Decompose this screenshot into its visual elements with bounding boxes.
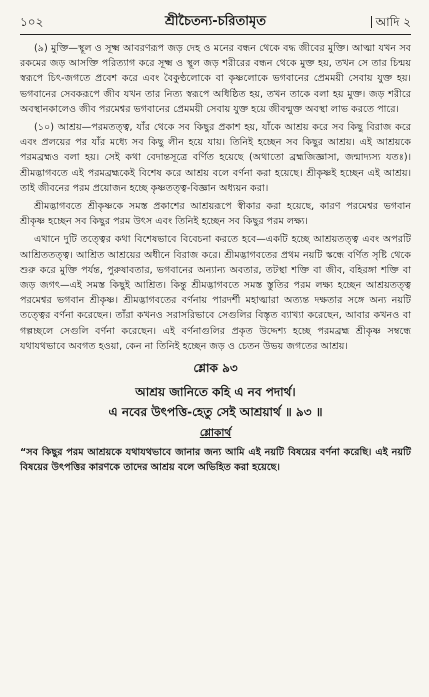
paragraph-mukti: (৯) মুক্তি—স্থূল ও সূক্ষ্ম আবরণরূপ জড় দেহ ও মনের বন্ধন থেকে বদ্ধ জীবের মুক্তি। আত্মা যখন সব রকমের জড় আসক্তি পরিত্যাগ করে সূক্ষ্ম ও স্থূল জড় শরীরের বন্ধন থেকে মুক্ত হয়, তখন সে তার চিন্ময় স্বরূপে চিৎ-জগতে প্রবেশ করে এবং বৈকুণ্ঠলোকে বা কৃষ্ণলোকে ভগবানের প্রেমময়ী সেবায় যুক্ত হয়। ভগবানের সেবকরূপে জীব যখন তার নিত্য স্বরূপে অধিষ্ঠিত হয়, তখন তাকে বলা হয় মুক্ত। জড় শরীরে অবস্থানকালেও জীব পরমেশ্বর ভগবানের প্রেমময়ী সেবায় যুক্ত হয়ে জীবন্মুক্ত অবস্থা লাভ করতে পারে। [20,43,411,115]
paragraph-ashraya: (১০) আশ্রয়—পরমতত্ত্ব, যাঁর থেকে সব কিছুর প্রকাশ হয়, যাঁকে আশ্রয় করে সব কিছু বিরাজ করে এবং প্রলয়ের পর যাঁর মধ্যে সব কিছু লীন হয়ে যায়। তিনিই হচ্ছেন সব কিছুর আশ্রয়। এই আশ্রয়কে পরমব্রহ্মও বলা হয়। সেই কথা বেদান্তসূত্রে বর্ণিত হয়েছে (অথাতো ব্রহ্মজিজ্ঞাসা, জন্মাদ্যস্য যতঃ)। শ্রীমদ্ভাগবতে এই পরমব্রহ্মকেই বিশেষ করে আশ্রয় বলে বর্ণনা করা হয়েছে। শ্রীকৃষ্ণই হচ্ছেন এই আশ্রয়। তাই জীবনের পরম প্রয়োজন হচ্ছে কৃষ্ণতত্ত্ব-বিজ্ঞান অধ্যয়ন করা। [20,122,411,194]
running-title: শ্রীচৈতন্য-চরিতামৃত [164,14,267,29]
translation-text: “সব কিছুর পরম আশ্রয়কে যথাযথভাবে জানার জন্য আমি এই নয়টি বিষয়ের বর্ণনা করেছি। এই নয়টি বিষয়ের উৎপত্তির কারণকে তাদের আশ্রয় বলে অভিহিত করা হয়েছে। [20,447,411,474]
paragraph-bhagavatam: শ্রীমদ্ভাগবতে শ্রীকৃষ্ণকে সমস্ত প্রকাশের আশ্রয়রূপে স্বীকার করা হয়েছে, কারণ পরমেশ্বর ভগবান শ্রীকৃষ্ণ হচ্ছেন সব কিছুর পরম উৎস এবং তিনিই হচ্ছেন সব কিছুর পরম লক্ষ্য। [20,201,411,228]
page-number: ১০২ [20,15,44,29]
verse-heading: শ্লোক ৯৩ [193,361,238,376]
page-header [20,12,411,32]
header-rule [20,34,411,35]
translation-heading: শ্লোকার্থ [199,427,232,440]
bracket-mark [371,16,372,28]
verse-line-2: এ নবের উৎপত্তি-হেতু সেই আশ্রয়ার্থ ॥ ৯৩ ॥ [108,405,323,420]
verse-line-1: আশ্রয় জানিতে কহি এ নব পদার্থ। [135,385,296,400]
section-text: আদি ২ [375,15,411,29]
paragraph-tattva: এখানে দুটি তত্ত্বের কথা বিশেষভাবে বিবেচনা করতে হবে—একটি হচ্ছে আশ্রয়তত্ত্ব এবং অপরটি আশ্রিততত্ত্ব। আশ্রিত আশ্রয়ের অধীনে বিরাজ করে। শ্রীমদ্ভাগবতের প্রথম নয়টি স্কন্ধে বর্ণিত সৃষ্টি থেকে শুরু করে মুক্তি পর্যন্ত, পুরুষাবতার, ভগবানের অন্যান্য অবতার, তটস্থা শক্তি বা জীব, বহিরঙ্গা শক্তি বা জড় জগৎ—এই সমস্ত কিছুই আশ্রিত। কিন্তু শ্রীমদ্ভাগবতে সমস্ত স্তুতির পরম লক্ষ্য হচ্ছেন আশ্রয়তত্ত্ব পরমেশ্বর ভগবান শ্রীকৃষ্ণ। শ্রীমদ্ভাগবতের বর্ণনায় পারদর্শী মহাত্মারা অত্যন্ত দক্ষতার সঙ্গে অন্য নয়টি তত্ত্বের বর্ণনা করেছেন। তাঁরা কখনও সরাসরিভাবে সেগুলির বিস্তৃত ব্যাখ্যা করেছেন, আবার কখনও বা গল্পচ্ছলে সেগুলি বর্ণনা করেছেন। এই বর্ণনাগুলির প্রকৃত উদ্দেশ্য হচ্ছে পরমব্রহ্ম শ্রীকৃষ্ণ সম্বন্ধে যথাযথভাবে অবগত হওয়া, কেন না তিনিই হচ্ছেন জড় ও চেতন উভয় জগতের আশ্রয়। [20,234,411,352]
section-label [371,14,411,34]
